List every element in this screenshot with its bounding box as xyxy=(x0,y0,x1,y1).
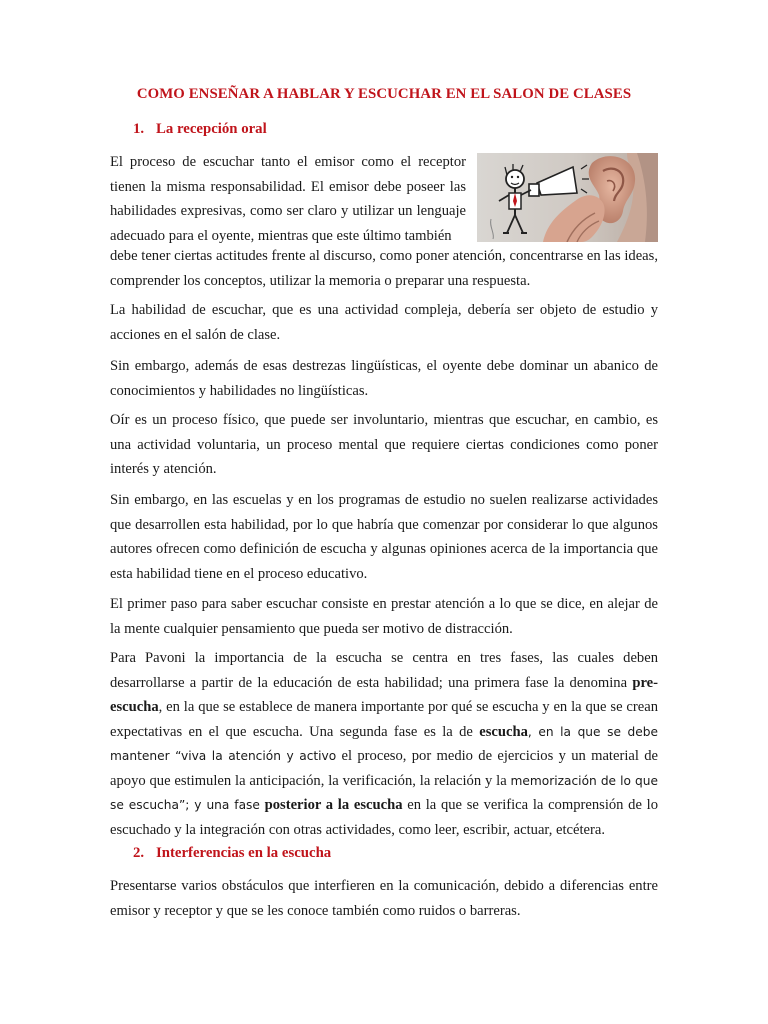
section-number: 1. xyxy=(133,121,145,137)
p7-text-e: , en la que se debe mantener “viva la atención y activo xyxy=(110,724,658,763)
term-posterior-escucha: posterior a la escucha xyxy=(264,797,403,813)
paragraph-4: Oír es un proceso físico, que puede ser involuntario, mientras que escuchar, en cambio, es una actividad voluntaria, un proceso mental que requiere ciertas condiciones como poner interés y atención. xyxy=(110,412,658,477)
section-label: La recepción oral xyxy=(156,121,267,137)
term-pre-escucha: pre-escucha xyxy=(110,674,658,715)
section-heading-1 xyxy=(133,121,267,138)
paragraph-5: Sin embargo, en las escuelas y en los programas de estudio no suelen realizarse actividades que desarrollen esta habilidad, por lo que habría que comenzar por considerar lo que algunos autores ofrecen como definición de escucha y algunas opiniones acerca de la importancia que esta habilidad tiene en el proceso educativo. xyxy=(110,492,658,582)
section-label: Interferencias en la escucha xyxy=(156,845,332,861)
paragraph-3: Sin embargo, además de esas destrezas lingüísticas, el oyente debe dominar un abanico de conocimientos y habilidades no lingüísticas. xyxy=(110,358,658,399)
p7-text-j: en la que se verifica la comprensión de lo escuchado y la integración con otras actividades, como leer, escribir, actuar, etcétera. xyxy=(110,797,658,838)
section-number: 2. xyxy=(133,845,145,861)
document-title: COMO ENSEÑAR A HABLAR Y ESCUCHAR EN EL SALON DE CLASES xyxy=(136,86,632,102)
section-heading-2 xyxy=(133,845,331,862)
p7-text-a: Para Pavoni la importancia de la escucha se centra en tres fases, las cuales deben desarrollarse a partir de la educación de esta habilidad; una primera fase la denomina xyxy=(110,650,658,691)
paragraph-2: La habilidad de escuchar, que es una actividad compleja, debería ser objeto de estudio y acciones en el salón de clase. xyxy=(110,302,658,343)
paragraph-7 xyxy=(110,646,658,842)
paragraph-1-wrapped: El proceso de escuchar tanto el emisor como el receptor tienen la misma responsabilidad. El emisor debe poseer las habilidades expresivas, como ser claro y utilizar un lenguaje adecuado para el oyente, mientras que este último también xyxy=(110,154,466,244)
p7-text-g: memorización de lo que se escucha”; y una fase xyxy=(110,773,658,812)
paragraph-6: El primer paso para saber escuchar consiste en prestar atención a lo que se dice, en alejar de la mente cualquier pensamiento que pueda ser motivo de distracción. xyxy=(110,596,658,637)
term-escucha: escucha xyxy=(479,723,528,740)
paragraph-8: Presentarse varios obstáculos que interfieren en la comunicación, debido a diferencias entre emisor y receptor y que se les conoce también como ruidos o barreras. xyxy=(110,878,658,919)
p7-text-c: , en la que se establece de manera importante por qué se escucha y en la que se crean expectativas en el que escucha. Una segunda fase es la de xyxy=(110,699,658,740)
p7-text-f: el proceso, por medio de ejercicios y un material de apoyo que estimulen la anticipación, la verificación, la relación y la xyxy=(110,748,658,789)
paragraph-1-continuation: debe tener ciertas actitudes frente al discurso, como poner atención, concentrarse en las ideas, comprender los conceptos, utilizar la memoria o preparar una respuesta. xyxy=(110,248,658,289)
ear-megaphone-illustration xyxy=(477,153,658,242)
